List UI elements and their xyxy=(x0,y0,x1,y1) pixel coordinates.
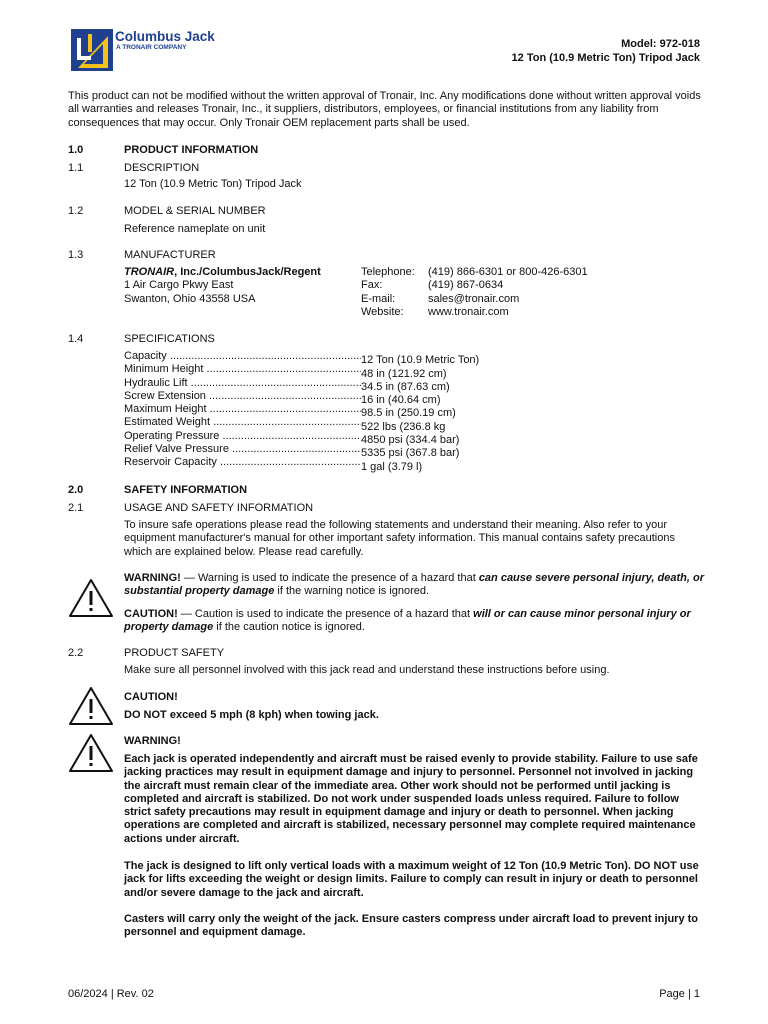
warning-emphasis: can cause severe personal injury, death, or substantial property damage xyxy=(124,572,705,598)
section-heading: SAFETY INFORMATION xyxy=(124,484,248,496)
logo-tagline: A TRONAIR COMPANY xyxy=(116,44,187,51)
logo-mark-icon xyxy=(70,26,114,72)
caution-text: DO NOT exceed 5 mph (8 kph) when towing jack. xyxy=(124,709,379,721)
company-name-emphasis: TRONAIR xyxy=(124,266,175,278)
warning-triangle-icon xyxy=(68,733,114,773)
section-heading: USAGE AND SAFETY INFORMATION xyxy=(124,502,314,514)
section-heading: MANUFACTURER xyxy=(124,249,216,261)
model-number: Model: 972-018 xyxy=(621,38,700,50)
contact-website: Website: www.tronair.com xyxy=(361,305,509,318)
section-number: 1.1 xyxy=(68,162,84,174)
section-number: 1.3 xyxy=(68,249,84,261)
manufacturer-address xyxy=(124,266,321,306)
spec-row: Capacity ..... 12 Ton (10.9 Metric Ton) xyxy=(124,350,479,363)
address-line-2: Swanton, Ohio 43558 USA xyxy=(124,292,256,305)
usage-safety-text: To insure safe operations please read the following statements and understand their meaning. Also refer to your equipment manufacturer's manual for other important safety information. This manual contains safety precautions which are explained below. Please read carefully. xyxy=(124,519,675,558)
section-heading: PRODUCT INFORMATION xyxy=(124,144,259,156)
section-number: 1.2 xyxy=(68,205,84,217)
section-heading: DESCRIPTION xyxy=(124,162,200,174)
caution-definition: CAUTION! — Caution is used to indicate the presence of a hazard that will or can cause minor personal injury or property damage if the caution notice is ignored. xyxy=(124,608,691,634)
address-line-1: 1 Air Cargo Pkwy East xyxy=(124,279,234,292)
description-text: 12 Ton (10.9 Metric Ton) Tripod Jack xyxy=(124,178,302,190)
spec-row: Reservoir Capacity ..... 1 gal (3.79 l) xyxy=(124,456,479,469)
warning-label: WARNING! xyxy=(124,572,181,584)
section-number: 1.4 xyxy=(68,333,84,345)
company-logo xyxy=(70,26,215,74)
spec-row: Maximum Height ..... 98.5 in (250.19 cm) xyxy=(124,403,479,416)
section-heading: SPECIFICATIONS xyxy=(124,333,215,345)
company-name-rest: , Inc./ColumbusJack/Regent xyxy=(174,266,321,278)
caution-triangle-icon xyxy=(68,686,114,726)
warning-paragraph: Each jack is operated independently and aircraft must be raised evenly to provide stability. Failure to use safe jacking practices may result in equipment damage and injury to personnel. Personnel not involved in jacking the aircraft must remain clear of the immediate area. Other work should not be performed until jacking is completed and aircraft is stabilized. Do not work under suspended loads unless required. Failure to follow strict safety precautions may result in equipment damage and injury or death to personnel. When jacking operations are completed and aircraft is stabilized, necessary personnel may complete required maintenance actions under aircraft. xyxy=(124,753,698,845)
document-header xyxy=(512,37,700,65)
logo-brand-name: Columbus Jack xyxy=(115,29,215,44)
contact-telephone: Telephone: (419) 866-6301 or 800-426-6301 xyxy=(361,266,588,278)
warning-title: WARNING! xyxy=(124,735,181,747)
manufacturer-contacts xyxy=(361,266,588,319)
warning-triangle-icon xyxy=(68,578,114,618)
contact-email: E-mail: sales@tronair.com xyxy=(361,292,520,305)
model-serial-text: Reference nameplate on unit xyxy=(124,223,266,235)
warning-paragraph: Casters will carry only the weight of the jack. Ensure casters compress under aircraft load to prevent injury to personnel and equipment damage. xyxy=(124,913,699,939)
section-number: 2.1 xyxy=(68,502,84,514)
disclaimer-paragraph: This product can not be modified without the written approval of Tronair, Inc. Any modifications done without written approval voids all warranties and releases Tronair, Inc., it suppliers, distributors, employees, or financial institutions from any liability from consequences that may occur. Only Tronair OEM replacement parts shall be used. xyxy=(68,90,701,129)
warning-paragraph: The jack is designed to lift only vertical loads with a maximum weight of 12 Ton (10.9 Metric Ton). DO NOT use jack for lifts exceeding the weight or design limits. Failure to comply can result in injury or death to personnel and/or severe damage to the jack and aircraft. xyxy=(124,860,699,899)
spec-row: Screw Extension ..... 16 in (40.64 cm) xyxy=(124,390,479,403)
spec-row: Estimated Weight ..... 522 lbs (236.8 kg xyxy=(124,416,479,429)
section-heading: MODEL & SERIAL NUMBER xyxy=(124,205,266,217)
spec-row: Operating Pressure ..... 4850 psi (334.4 bar) xyxy=(124,430,479,443)
contact-fax: Fax: (419) 867-0634 xyxy=(361,279,504,292)
spec-row: Hydraulic Lift ..... 34.5 in (87.63 cm) xyxy=(124,377,479,390)
section-number: 2.0 xyxy=(68,484,84,496)
warning-definition: WARNING! — Warning is used to indicate the presence of a hazard that can cause severe personal injury, death, or substantial property damage if the warning notice is ignored. xyxy=(124,572,705,598)
product-safety-text: Make sure all personnel involved with this jack read and understand these instructions before using. xyxy=(124,664,610,676)
footer-revision: 06/2024 | Rev. 02 xyxy=(68,988,154,1000)
product-title: 12 Ton (10.9 Metric Ton) Tripod Jack xyxy=(511,52,700,64)
footer-page-number: Page | 1 xyxy=(659,988,700,1000)
specifications-table xyxy=(124,350,480,473)
caution-emphasis: will or can cause minor personal injury or property damage xyxy=(124,608,691,634)
spec-row: Relief Valve Pressure ..... 5335 psi (367.8 bar) xyxy=(124,443,479,456)
caution-title: CAUTION! xyxy=(124,691,178,703)
section-number: 1.0 xyxy=(68,144,84,156)
section-heading: PRODUCT SAFETY xyxy=(124,647,225,659)
spec-row: Minimum Height ..... 48 in (121.92 cm) xyxy=(124,363,479,376)
caution-label: CAUTION! xyxy=(124,608,178,620)
section-number: 2.2 xyxy=(68,647,84,659)
